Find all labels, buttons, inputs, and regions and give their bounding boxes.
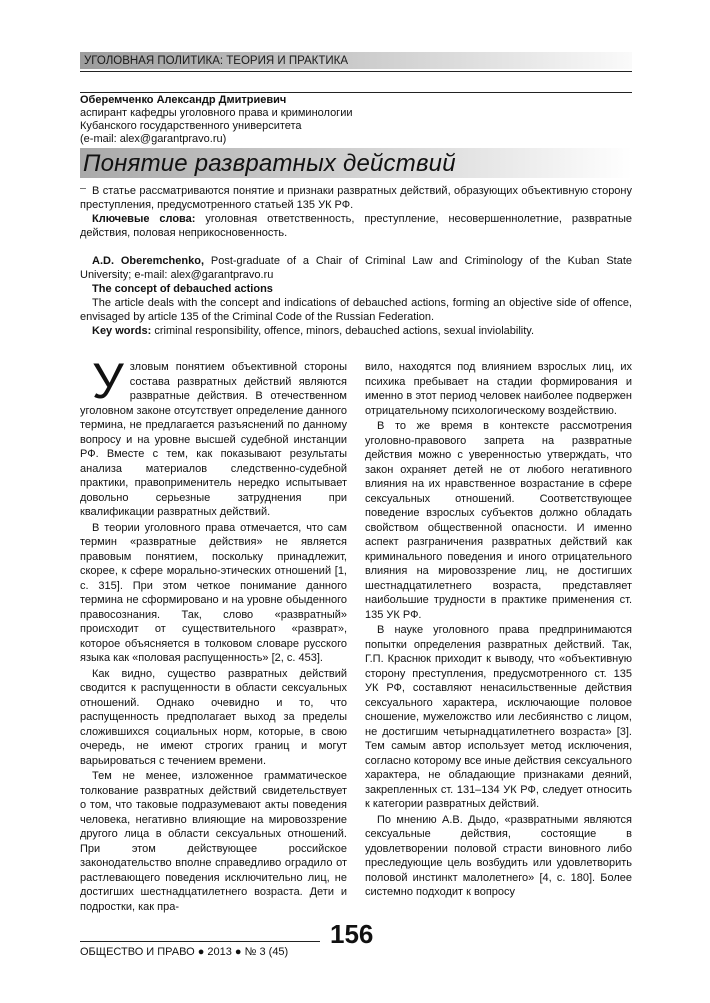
en-author-info: Post-graduate of a Chair of Criminal Law and Criminology of the Kuban State University; e-mail: alex@garantpravo.ru (80, 255, 632, 281)
paragraph: Тем не менее, изложенное грамматическое толкование развратных действий свидетельствует о том, что таковые подразумевают акты поведения человека, негативно влияющие на мировоззрение другого лица в области сексуальных отношений. При этом действующее российское законодательство вполне справедливо оградило от растлевающего поведения исключительно лиц, не достигших шестнадцатилетнего возраста. Дети и подростки, как пра- (80, 770, 347, 913)
keywords-label: Ключевые слова: (92, 213, 196, 225)
article-title: Понятие развратных действий (83, 150, 456, 177)
keywords-text: уголовная ответственность, преступление, несовершеннолетние, развратные действия, половая неприкосновенность. (80, 213, 632, 239)
abstract-ru-keywords (80, 212, 632, 240)
paragraph: В науке уголовного права предпринимаются попытки определения развратных действий. Так, Г.П. Краснюк приходит к выводу, что «объективную сторону преступления, предусмотренного ст. 135 УК РФ, составляют ненасильственные действия сексуального характера, исключающие половое сношение, мужеложство или лесбиянство с лицом, не достигшим четырнадцатилетнего возраста» [3]. Тем самым автор использует метод исключения, согласно которому все иные действия сексуального характера, не обладающие признаками деяний, закрепленных ст. 131–134 УК РФ, следует относить к категории развратных действий. (365, 624, 632, 810)
en-keywords-text: criminal responsibility, offence, minors, debauched actions, sexual inviolability. (151, 325, 535, 337)
header-rule (80, 71, 632, 72)
journal-footer: ОБЩЕСТВО И ПРАВО ● 2013 ● № 3 (45) (80, 946, 289, 958)
en-keywords (80, 324, 632, 338)
author-block (80, 94, 353, 146)
abstract (80, 184, 632, 338)
en-title: The concept of debauched actions (92, 283, 273, 295)
author-university: Кубанского государственного университета (80, 120, 302, 132)
author-rule (80, 92, 632, 93)
author-position: аспирант кафедры уголовного права и криминологии (80, 107, 353, 119)
author-name: Оберемченко Александр Дмитриевич (80, 94, 287, 106)
en-author-label: A.D. Oberemchenko, (92, 255, 205, 267)
paragraph: Как видно, существо развратных действий сводится к распущенности в области сексуальных отношений. Однако очевидно и то, что распущенность предполагает выход за пределы сложившихся социальных норм, которые, в свою очередь, не имеют строгих границ и могут варьироваться с течением времени. (80, 667, 347, 767)
en-keywords-label: Key words: (92, 325, 152, 337)
paragraph: В теории уголовного права отмечается, что сам термин «развратные действия» не является правовым понятием, поскольку принадлежит, скорее, к сфере морально-этических отношений [1, с. 315]. При этом четкое понимание данного термина не сформировано и на уровне обыденного правосознания. Так, слово «развратный» происходит от существительного «разврат», которое объясняется в толковом словаре русского языка как «половая распущенность» [2, с. 453]. (80, 521, 347, 664)
en-abstract-text: The article deals with the concept and indications of debauched actions, forming an objective side of offence, envisaged by article 135 of the Criminal Code of the Russian Federation. (80, 297, 632, 323)
body-column-right (365, 360, 632, 901)
page-number: 156 (330, 919, 374, 949)
body-column-left (80, 353, 347, 915)
abstract-ru-text: В статье рассматриваются понятие и признаки развратных действий, образующих объективную сторону преступления, предусмотренного статьей 135 УК РФ. (80, 185, 632, 211)
section-header: УГОЛОВНАЯ ПОЛИТИКА: ТЕОРИЯ И ПРАКТИКА (84, 55, 349, 67)
author-email: (e-mail: alex@garantpravo.ru) (80, 133, 227, 145)
footer-rule (80, 941, 320, 942)
paragraph: По мнению А.В. Дыдо, «развратными являются сексуальные действия, состоящие в удовлетворении половой страсти виновного либо преследующие цель возбудить или удовлетворить половой инстинкт малолетнего» [4, с. 180]. Более системно подходит к вопросу (365, 813, 632, 898)
paragraph: В то же время в контексте рассмотрения уголовно-правового запрета на развратные действия можно с уверенностью утверждать, что закон охраняет детей не от любого негативного влияния на их нравственное возрастание в сфере сексуальных отношений. Соответствующее поведение взрослых субъектов должно обладать свойством общественной опасности. И именно аспект разграничения развратных действий как криминального поведения и иного отрицательного влияния на мировоззрение лиц, не достигших шестнадцатилетнего возраста, представляет наибольшие трудности в практике применения ст. 135 УК РФ. (365, 420, 632, 621)
paragraph: Узловым понятием объективной стороны состава развратных действий являются развратные действия. В отечественном уголовном законе отсутствует определение данного термина, не предлагается разъяснений по данному вопросу и на уровне высшей судебной инстанции РФ. Вместе с тем, как показывают результаты анализа материалов следственно-судебной практики, правоприменитель нередко испытывает довольно серьезные затруднения при квалификации развратных действий. (80, 353, 347, 518)
paragraph: вило, находятся под влиянием взрослых лиц, их психика пребывает на стадии формирования и именно в этот период человек наиболее подвержен отрицательному психологическому воздействию. (365, 361, 632, 417)
drop-cap: У (92, 353, 124, 409)
abstract-en-author (80, 254, 632, 282)
